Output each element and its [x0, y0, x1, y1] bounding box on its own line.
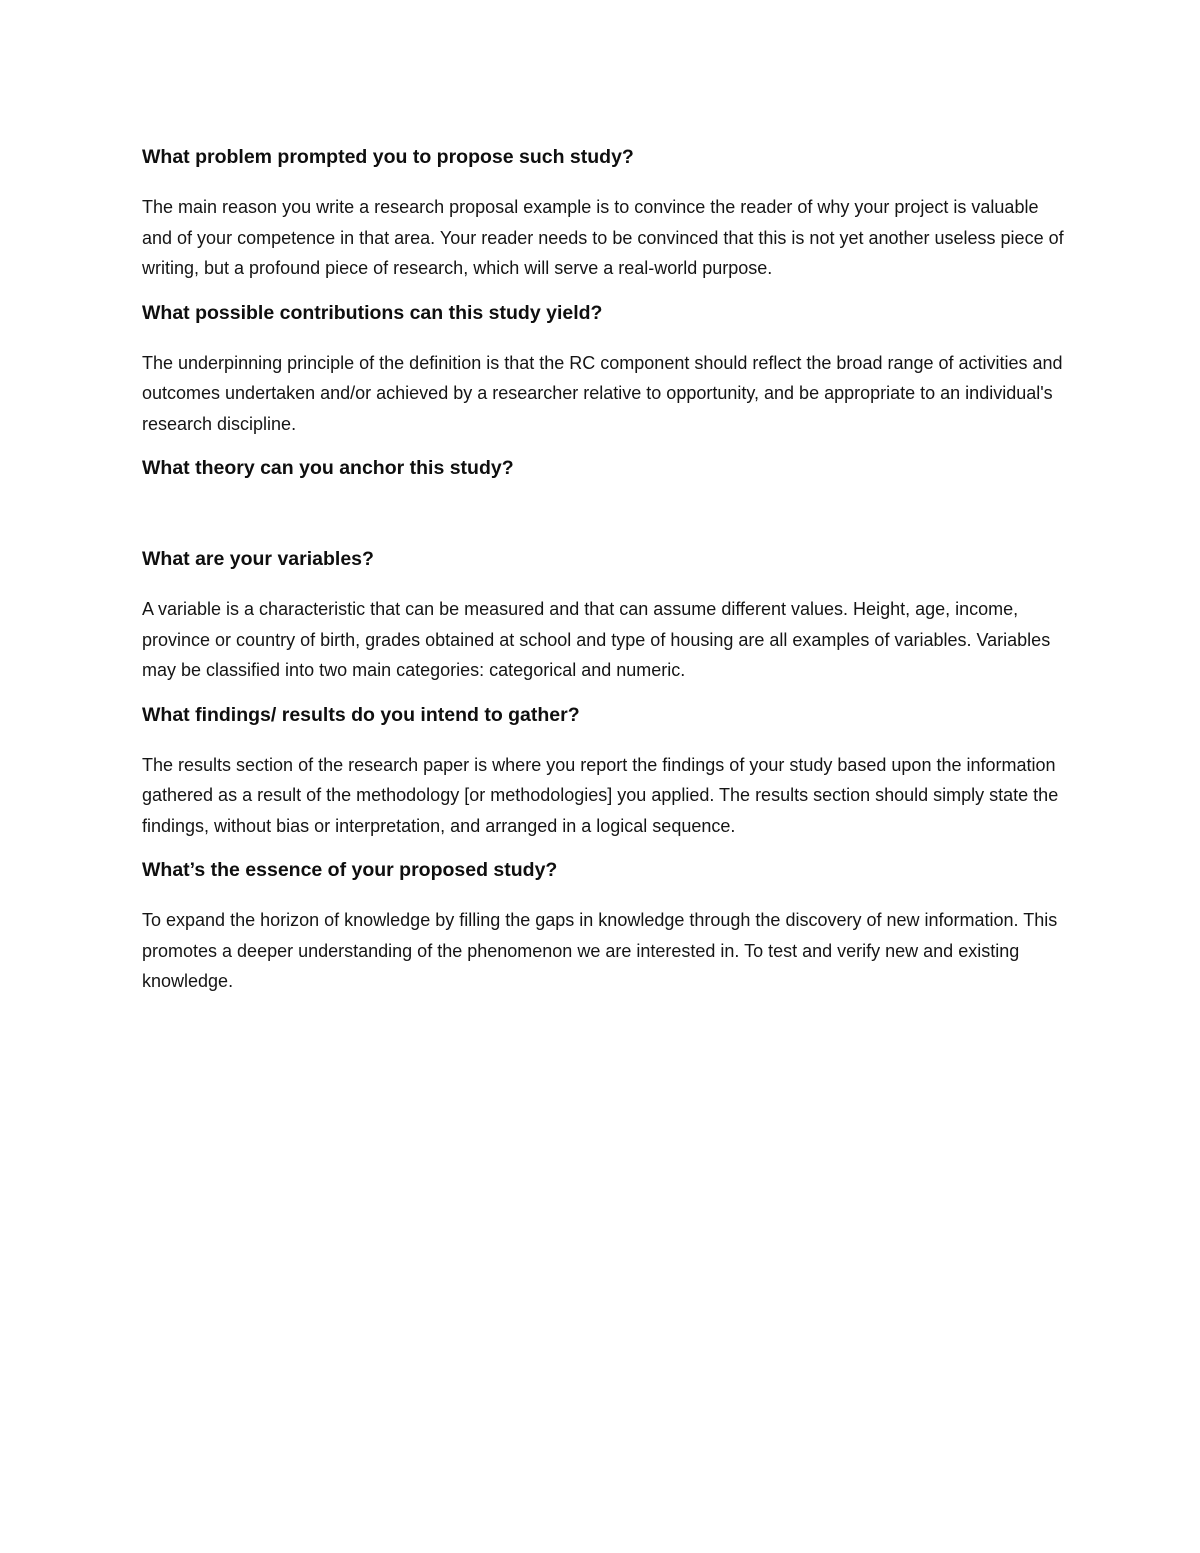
section-variables [142, 544, 1072, 700]
answer-paragraph: The main reason you write a research proposal example is to convince the reader of why your project is valuable and of your competence in that area. Your reader needs to be convinced that this is not yet another useless piece of writing, but a profound piece of research, which will serve a real-world purpose. [142, 197, 1064, 278]
section-problem [142, 142, 1072, 298]
question-heading: What’s the essence of your proposed study? [142, 859, 558, 881]
section-essence [142, 855, 1072, 997]
answer-paragraph: To expand the horizon of knowledge by filling the gaps in knowledge through the discovery of new information. This promotes a deeper understanding of the phenomenon we are interested in. To test and verify new and existing knowledge. [142, 910, 1058, 991]
section-findings [142, 700, 1072, 856]
answer-paragraph: The underpinning principle of the definition is that the RC component should reflect the broad range of activities and outcomes undertaken and/or achieved by a researcher relative to opportunity, and be appropriate to an individual's research discipline. [142, 352, 1063, 434]
question-heading: What theory can you anchor this study? [142, 457, 514, 479]
answer-paragraph: A variable is a characteristic that can be measured and that can assume different values. Height, age, income, province or country of birth, grades obtained at school and type of housing are all examples of variables. Variables may be classified into two main categories: categorical and numeric. [142, 599, 1051, 680]
question-heading: What problem prompted you to propose such study? [142, 146, 634, 168]
section-contributions [142, 298, 1072, 454]
question-heading: What possible contributions can this study yield? [142, 301, 603, 324]
question-heading: What are your variables? [142, 548, 374, 570]
empty-answer-space [142, 483, 1072, 544]
document-body [142, 142, 1072, 997]
answer-paragraph: The results section of the research paper is where you report the findings of your study based upon the information gathered as a result of the methodology [or methodologies] you applied. The results section should simply state the findings, without bias or interpretation, and arranged in a logical sequence. [142, 754, 1059, 836]
section-theory [142, 453, 1072, 544]
question-heading: What findings/ results do you intend to gather? [142, 703, 580, 726]
